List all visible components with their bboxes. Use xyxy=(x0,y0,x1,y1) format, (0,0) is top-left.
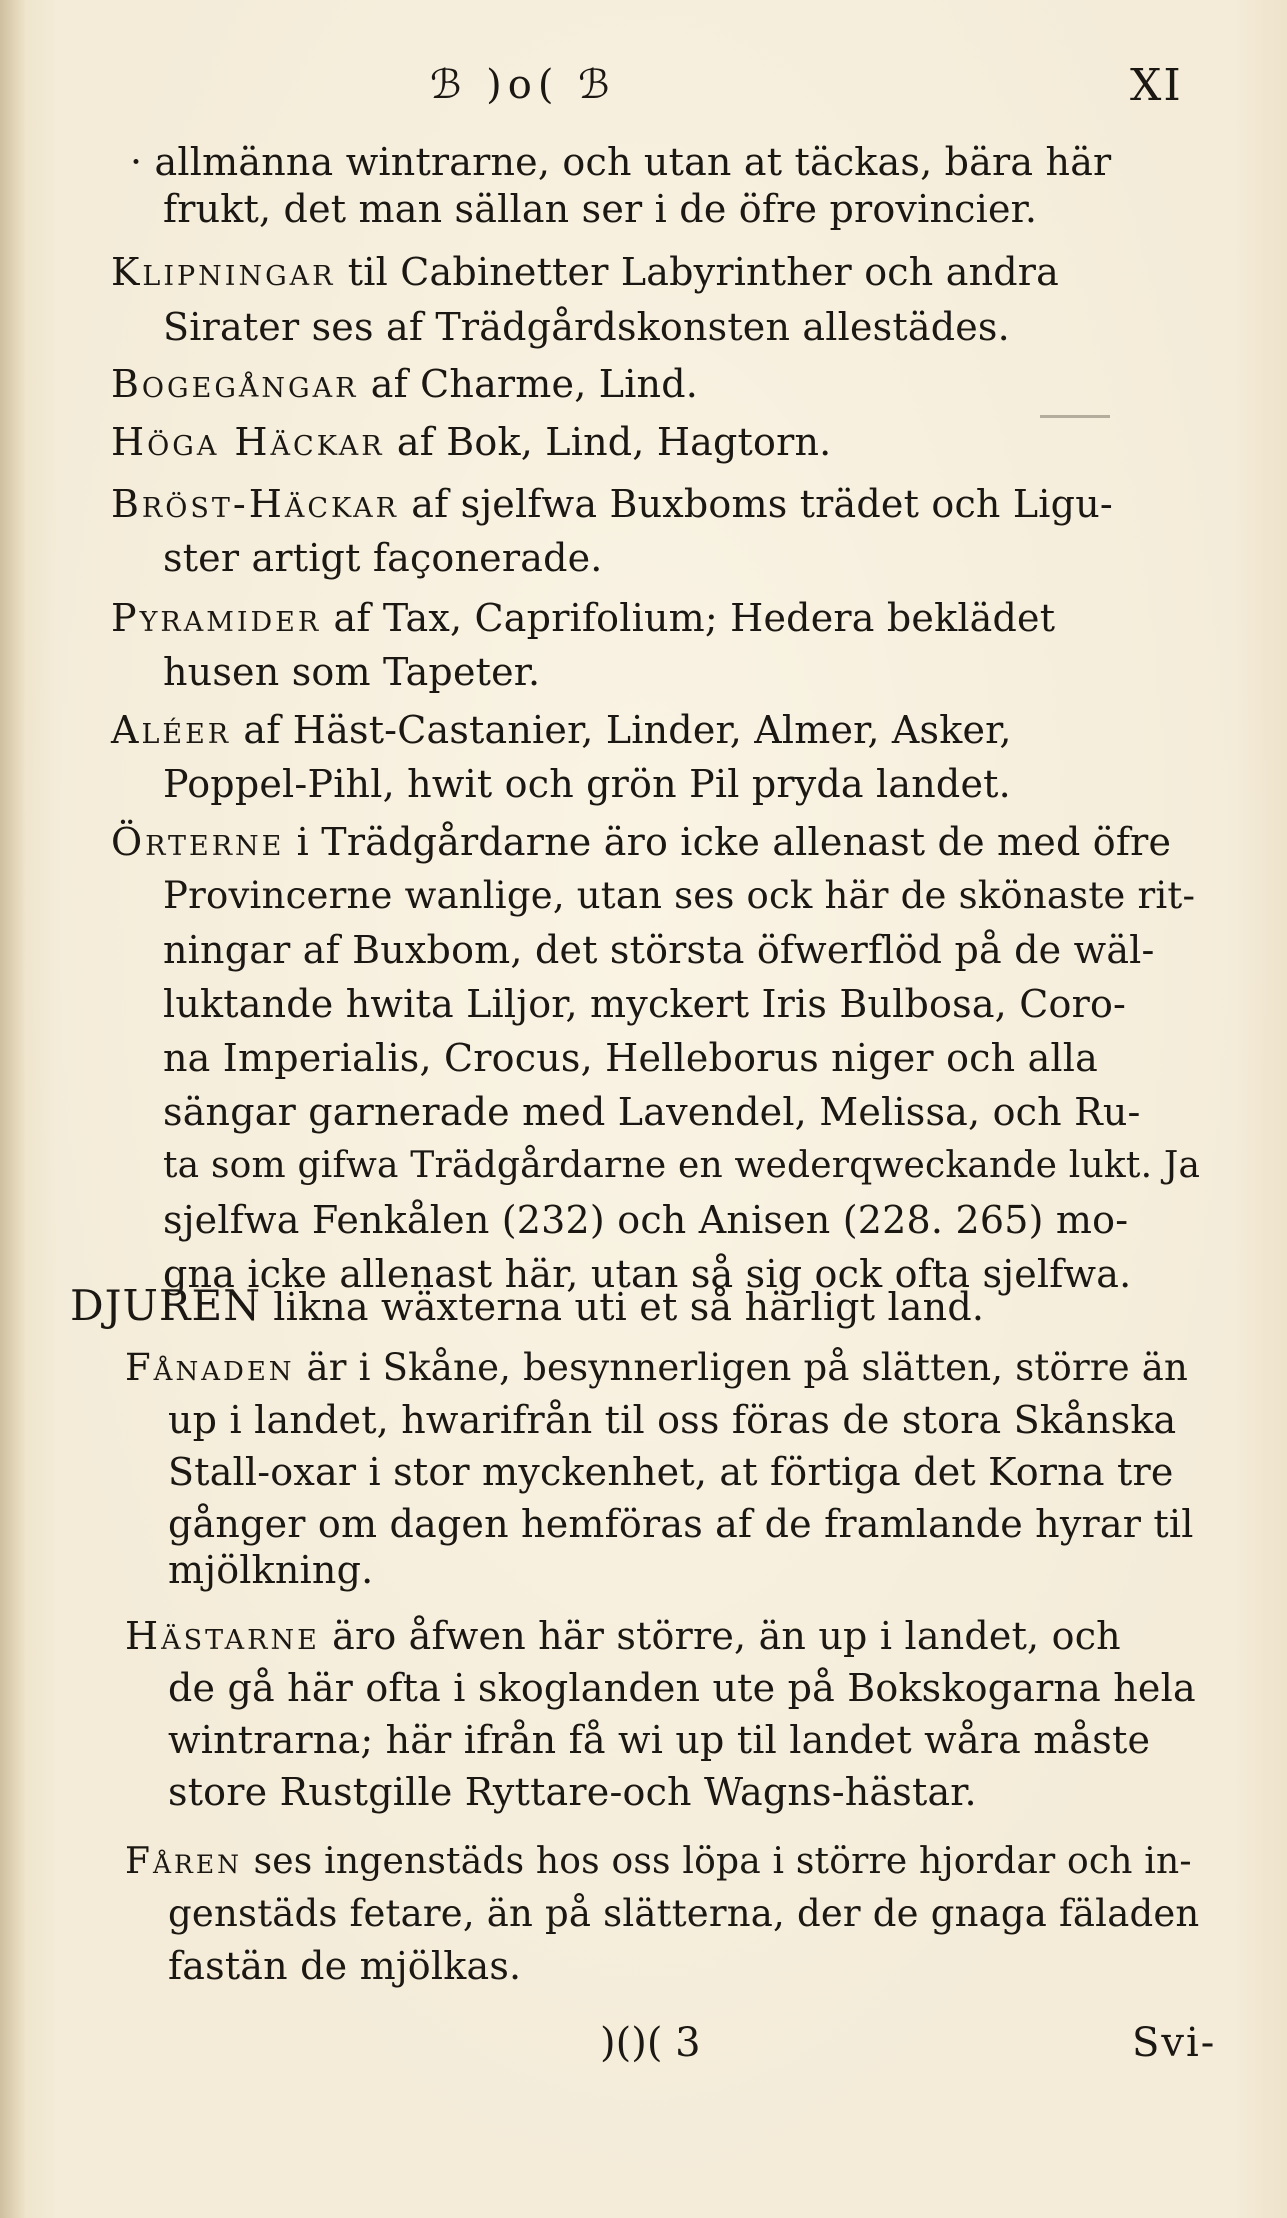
text-line: wintrarna; här ifrån få wi up til landet wåra måste xyxy=(168,1718,1151,1762)
text-line: ta som gifwa Trädgårdarne en wederqweckande lukt. Ja xyxy=(163,1145,1201,1186)
catchword: Svi- xyxy=(1132,2020,1217,2066)
text-line: Provincerne wanlige, utan ses ock här de skönaste rit- xyxy=(163,874,1196,917)
text-line: gånger om dagen hemföras af de framlande hyrar til xyxy=(168,1502,1194,1546)
entry-pyramider: Pyramider af Tax, Caprifolium; Hedera beklädet xyxy=(111,596,1056,640)
header-ornament: ℬ )o( ℬ xyxy=(430,62,616,108)
entry-brost-hackar: Bröst-Häckar af sjelfwa Buxboms trädet och Ligu- xyxy=(111,482,1113,526)
section-djuren: DJUREN likna wäxterna uti et så härligt land. xyxy=(70,1281,985,1330)
text-line: sjelfwa Fenkålen (232) och Anisen (228. 265) mo- xyxy=(163,1198,1129,1242)
text-line: luktande hwita Liljor, myckert Iris Bulbosa, Coro- xyxy=(163,982,1127,1026)
text-line: ningar af Buxbom, det största öfwerflöd på de wäl- xyxy=(163,928,1155,972)
running-header xyxy=(0,58,1287,118)
text-line: na Imperialis, Crocus, Helleborus niger och alla xyxy=(163,1036,1098,1080)
page-footer xyxy=(0,2020,1287,2080)
text-line: sängar garnerade med Lavendel, Melissa, och Ru- xyxy=(163,1090,1141,1134)
text-line: Sirater ses af Trädgårdskonsten allestädes. xyxy=(163,305,1010,349)
text-line: frukt, det man sällan ser i de öfre provincier. xyxy=(163,187,1038,231)
entry-fanaden: Fånaden är i Skåne, besynnerligen på slätten, större än xyxy=(125,1346,1189,1389)
entry-klipningar: Klipningar til Cabinetter Labyrinther och andra xyxy=(111,250,1059,294)
text-line: Stall-oxar i stor myckenhet, at förtiga det Korna tre xyxy=(168,1450,1174,1494)
entry-faren: Fåren ses ingenstäds hos oss löpa i större hjordar och in- xyxy=(125,1841,1192,1882)
text-line: mjölkning. xyxy=(168,1548,374,1592)
text-line: ster artigt façonerade. xyxy=(163,536,603,580)
entry-hastarne: Hästarne äro åfwen här större, än up i landet, och xyxy=(125,1614,1121,1658)
text-line: de gå här ofta i skoglanden ute på Bokskogarna hela xyxy=(168,1666,1196,1710)
text-line: fastän de mjölkas. xyxy=(168,1944,522,1988)
page-spine-shadow xyxy=(0,0,26,2218)
text-line: Poppel-Pihl, hwit och grön Pil pryda landet. xyxy=(163,762,1011,806)
entry-orterne: Örterne i Trädgårdarne äro icke allenast de med öfre xyxy=(111,820,1172,864)
text-line: husen som Tapeter. xyxy=(163,650,541,694)
signature-mark: )()( 3 xyxy=(600,2020,701,2066)
entry-aleer: Aléer af Häst-Castanier, Linder, Almer, Asker, xyxy=(111,708,1012,752)
text-line: store Rustgille Ryttare-och Wagns-hästar. xyxy=(168,1770,977,1814)
margin-pencil-mark xyxy=(1040,415,1110,418)
text-line: up i landet, hwarifrån til oss föras de stora Skånska xyxy=(168,1398,1177,1442)
page-number: XI xyxy=(1130,60,1183,111)
text-line: · allmänna wintrarne, och utan at täckas, bära här xyxy=(130,140,1112,184)
text-line: genstäds fetare, än på slätterna, der de gnaga fäladen xyxy=(168,1892,1200,1935)
entry-hoga-hackar: Höga Häckar af Bok, Lind, Hagtorn. xyxy=(111,420,832,464)
text-line: gna icke allenast här, utan så sig ock ofta sjelfwa. xyxy=(163,1252,1132,1296)
entry-bogegangar: Bogegångar af Charme, Lind. xyxy=(111,362,699,406)
